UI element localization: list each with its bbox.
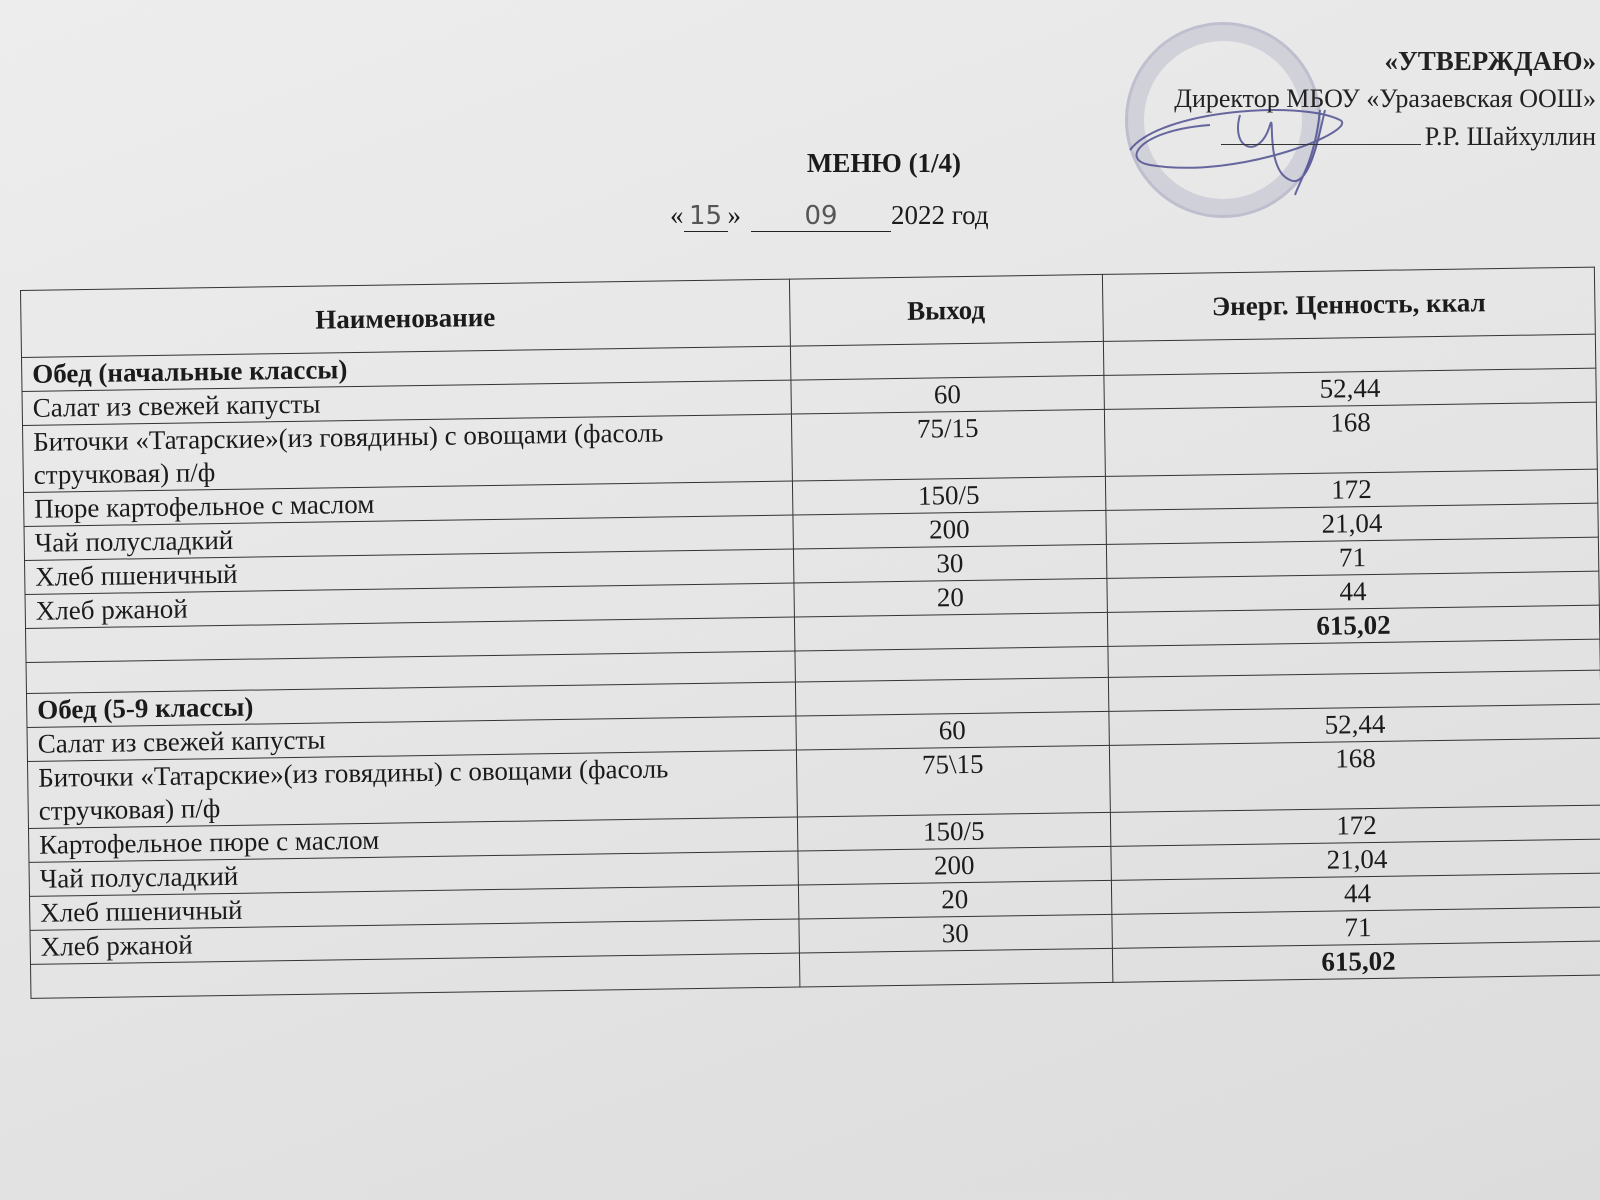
date-year: 2022 год xyxy=(891,200,989,230)
section-total-kcal: 615,02 xyxy=(1112,941,1600,982)
dish-output: 75/15 xyxy=(791,409,1105,481)
dish-kcal: 21,04 xyxy=(1111,839,1600,880)
dish-name: Биточки «Татарские»(из говядины) с овощами (фасоль стручковая) п/ф xyxy=(27,750,796,828)
dish-name: Чай полусладкий xyxy=(29,851,798,896)
dish-name: Хлеб ржаной xyxy=(25,583,794,628)
dish-name: Хлеб пшеничный xyxy=(29,885,798,930)
empty-cell xyxy=(795,677,1109,716)
header-name: Наименование xyxy=(21,279,790,357)
menu-table xyxy=(20,267,1600,999)
dish-name: Чай полусладкий xyxy=(24,515,793,560)
date-month: 09 xyxy=(751,201,891,232)
approval-block xyxy=(1174,42,1596,156)
dish-kcal: 172 xyxy=(1110,805,1600,846)
section-title: Обед (начальные классы) xyxy=(22,346,791,391)
dish-kcal: 71 xyxy=(1112,907,1600,948)
menu-date xyxy=(670,200,989,232)
empty-cell xyxy=(794,612,1108,651)
header-output: Выход xyxy=(789,274,1103,346)
dish-kcal: 52,44 xyxy=(1109,704,1600,745)
dish-kcal: 168 xyxy=(1104,402,1597,476)
approval-position: Директор МБОУ «Уразаевская ООШ» xyxy=(1174,84,1596,113)
dish-kcal: 44 xyxy=(1111,873,1600,914)
dish-kcal: 44 xyxy=(1107,571,1600,612)
dish-output: 30 xyxy=(793,544,1107,583)
dish-output: 60 xyxy=(795,711,1109,750)
dish-output: 200 xyxy=(797,846,1111,885)
empty-cell xyxy=(795,646,1109,682)
dish-kcal: 71 xyxy=(1106,537,1599,578)
empty-cell xyxy=(799,948,1113,987)
dish-kcal: 172 xyxy=(1105,469,1598,510)
date-open-quote: « xyxy=(670,200,684,230)
dish-kcal: 21,04 xyxy=(1106,503,1599,544)
dish-output: 75\15 xyxy=(796,745,1110,817)
dish-output: 60 xyxy=(790,375,1104,414)
signature-line xyxy=(1221,122,1421,145)
dish-name: Салат из свежей капусты xyxy=(27,716,796,761)
dish-name: Картофельное пюре с маслом xyxy=(28,817,797,862)
approval-heading: «УТВЕРЖДАЮ» xyxy=(1384,46,1596,76)
date-day: 15 xyxy=(684,201,728,232)
empty-cell xyxy=(790,341,1104,380)
dish-name: Салат из свежей капусты xyxy=(22,380,791,425)
dish-output: 200 xyxy=(793,510,1107,549)
dish-output: 150/5 xyxy=(797,812,1111,851)
dish-name: Биточки «Татарские»(из говядины) с овощами (фасоль стручковая) п/ф xyxy=(23,414,792,492)
dish-kcal: 52,44 xyxy=(1104,368,1597,409)
dish-output: 30 xyxy=(798,914,1112,953)
section-title: Обед (5-9 классы) xyxy=(26,682,795,727)
dish-output: 20 xyxy=(798,880,1112,919)
date-close-quote: » xyxy=(727,200,741,230)
dish-output: 150/5 xyxy=(792,476,1106,515)
dish-name: Пюре картофельное с маслом xyxy=(24,481,793,526)
approval-name: Р.Р. Шайхуллин xyxy=(1424,122,1596,151)
header-kcal: Энерг. Ценность, ккал xyxy=(1102,267,1595,341)
dish-name: Хлеб ржаной xyxy=(30,919,799,964)
menu-title: МЕНЮ (1/4) xyxy=(806,148,962,178)
dish-output: 20 xyxy=(794,578,1108,617)
dish-name: Хлеб пшеничный xyxy=(25,549,794,594)
section-total-kcal: 615,02 xyxy=(1107,605,1600,646)
dish-kcal: 168 xyxy=(1109,738,1600,812)
